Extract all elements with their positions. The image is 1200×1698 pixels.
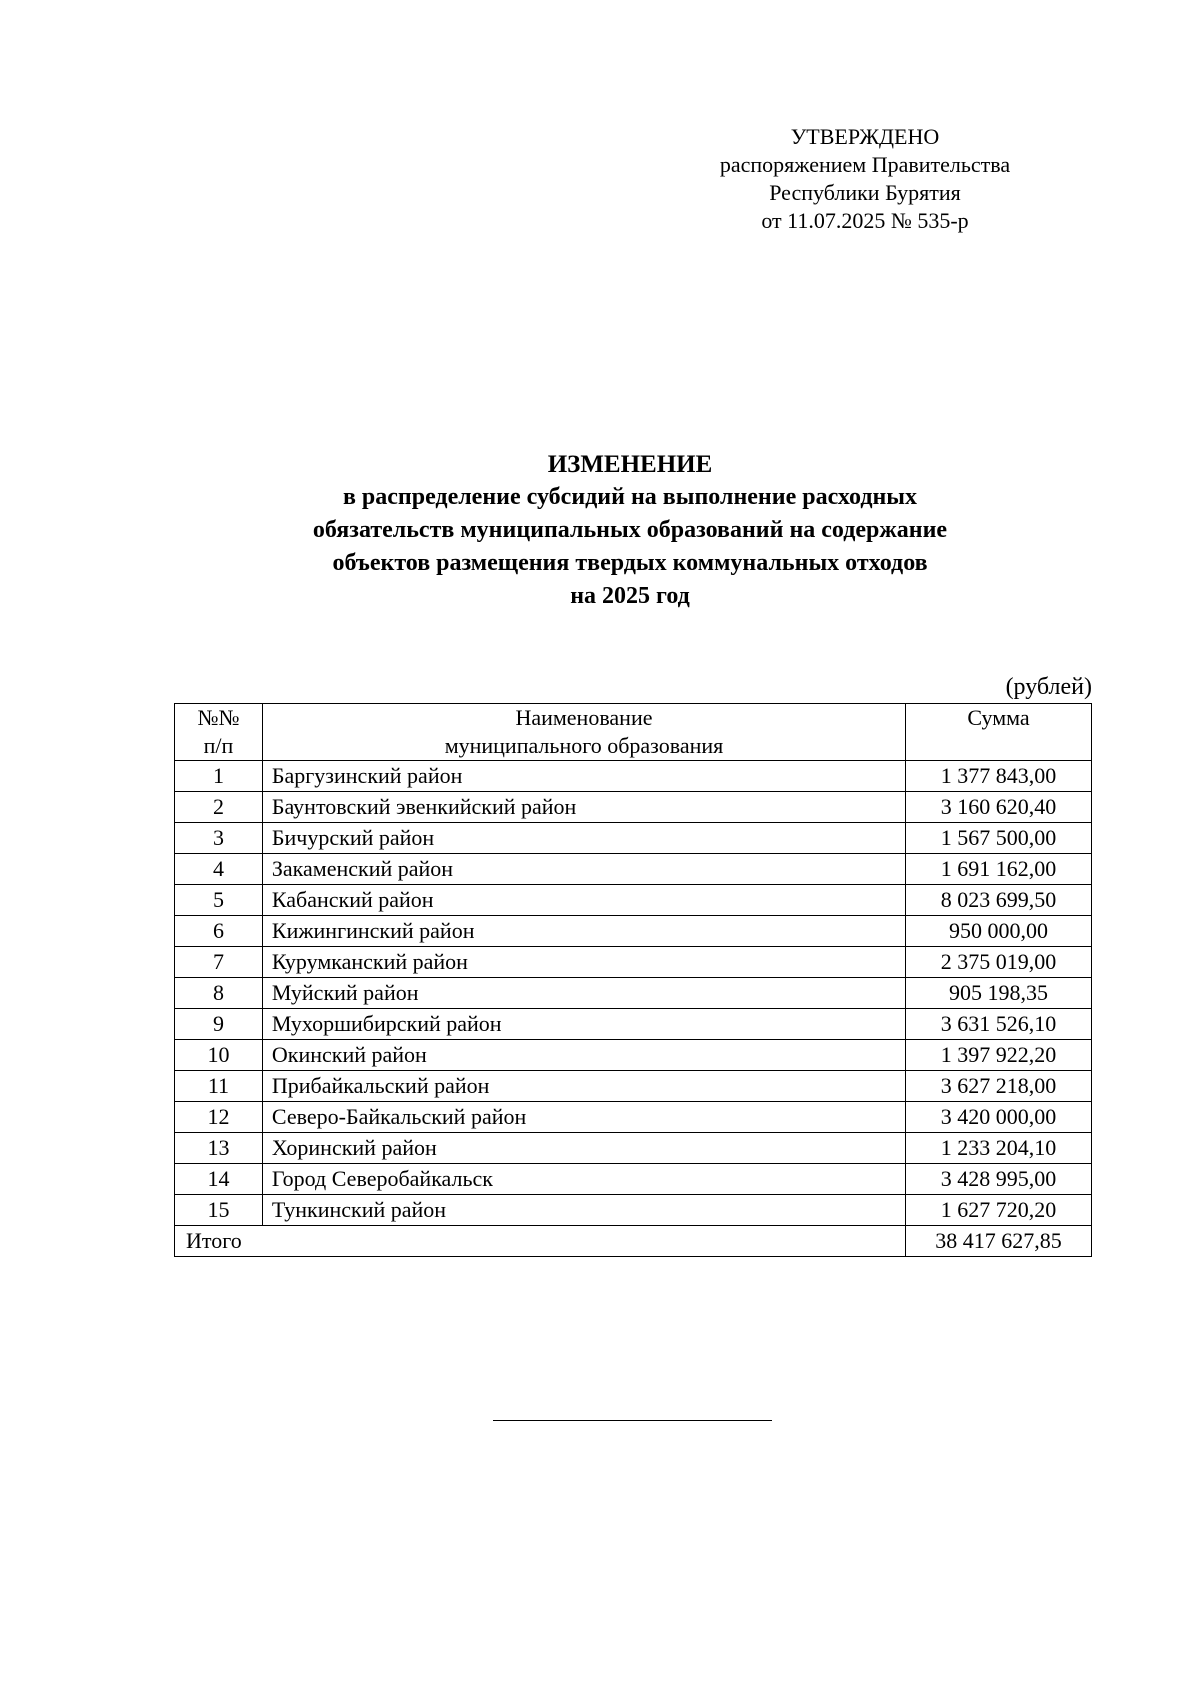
table-row xyxy=(175,1040,1092,1071)
table-row xyxy=(175,978,1092,1009)
row-municipality-name: Закаменский район xyxy=(262,854,905,885)
table-body xyxy=(175,761,1092,1226)
row-number: 10 xyxy=(175,1040,263,1071)
title-line-5: на 2025 год xyxy=(570,583,690,609)
row-sum: 1 567 500,00 xyxy=(906,823,1092,854)
row-sum: 8 023 699,50 xyxy=(906,885,1092,916)
approval-heading: УТВЕРЖДЕНО xyxy=(790,124,940,149)
row-municipality-name: Тункинский район xyxy=(262,1195,905,1226)
row-sum: 1 233 204,10 xyxy=(906,1133,1092,1164)
approval-stamp xyxy=(700,123,1030,235)
row-number: 3 xyxy=(175,823,263,854)
header-sum: Сумма xyxy=(906,704,1092,761)
row-sum: 3 428 995,00 xyxy=(906,1164,1092,1195)
header-number-line2: п/п xyxy=(203,733,234,758)
row-number: 2 xyxy=(175,792,263,823)
total-sum: 38 417 627,85 xyxy=(906,1226,1092,1257)
table-row xyxy=(175,1133,1092,1164)
row-municipality-name: Окинский район xyxy=(262,1040,905,1071)
row-municipality-name: Муйский район xyxy=(262,978,905,1009)
closing-rule xyxy=(493,1420,772,1421)
header-name-line2: муниципального образования xyxy=(444,733,724,758)
table-row xyxy=(175,792,1092,823)
row-number: 7 xyxy=(175,947,263,978)
table-row xyxy=(175,1071,1092,1102)
row-number: 14 xyxy=(175,1164,263,1195)
table-header-row xyxy=(175,704,1092,761)
row-sum: 1 377 843,00 xyxy=(906,761,1092,792)
row-sum: 1 691 162,00 xyxy=(906,854,1092,885)
row-number: 6 xyxy=(175,916,263,947)
table-row xyxy=(175,761,1092,792)
row-municipality-name: Северо-Байкальский район xyxy=(262,1102,905,1133)
table-row xyxy=(175,854,1092,885)
row-sum: 1 627 720,20 xyxy=(906,1195,1092,1226)
row-municipality-name: Кабанский район xyxy=(262,885,905,916)
table-row xyxy=(175,885,1092,916)
title-line-4: объектов размещения твердых коммунальных отходов xyxy=(332,550,928,576)
row-sum: 905 198,35 xyxy=(906,978,1092,1009)
approval-republic: Республики Бурятия xyxy=(769,180,961,205)
table-row xyxy=(175,1195,1092,1226)
row-municipality-name: Прибайкальский район xyxy=(262,1071,905,1102)
row-number: 9 xyxy=(175,1009,263,1040)
row-number: 15 xyxy=(175,1195,263,1226)
row-municipality-name: Хоринский район xyxy=(262,1133,905,1164)
header-number-line1: №№ xyxy=(197,705,240,730)
title-line-3: обязательств муниципальных образований на содержание xyxy=(312,517,948,543)
total-row xyxy=(175,1226,1092,1257)
row-number: 13 xyxy=(175,1133,263,1164)
row-sum: 2 375 019,00 xyxy=(906,947,1092,978)
row-number: 5 xyxy=(175,885,263,916)
row-municipality-name: Баргузинский район xyxy=(262,761,905,792)
table-row xyxy=(175,823,1092,854)
row-municipality-name: Баунтовский эвенкийский район xyxy=(262,792,905,823)
table-row xyxy=(175,1164,1092,1195)
row-municipality-name: Мухоршибирский район xyxy=(262,1009,905,1040)
row-sum: 950 000,00 xyxy=(906,916,1092,947)
header-number xyxy=(175,704,263,761)
row-sum: 3 420 000,00 xyxy=(906,1102,1092,1133)
row-number: 12 xyxy=(175,1102,263,1133)
row-sum: 3 631 526,10 xyxy=(906,1009,1092,1040)
title-line-2: в распределение субсидий на выполнение расходных xyxy=(342,484,918,510)
document-title xyxy=(170,448,1090,613)
row-municipality-name: Город Северобайкальск xyxy=(262,1164,905,1195)
table-row xyxy=(175,1009,1092,1040)
row-municipality-name: Кижингинский район xyxy=(262,916,905,947)
row-number: 4 xyxy=(175,854,263,885)
header-name xyxy=(262,704,905,761)
row-municipality-name: Бичурский район xyxy=(262,823,905,854)
total-label: Итого xyxy=(175,1226,906,1257)
row-number: 1 xyxy=(175,761,263,792)
row-sum: 3 160 620,40 xyxy=(906,792,1092,823)
header-name-line1: Наименование xyxy=(515,705,653,730)
row-number: 11 xyxy=(175,1071,263,1102)
table-row xyxy=(175,916,1092,947)
approval-authority: распоряжением Правительства xyxy=(719,152,1011,177)
units-note: (рублей) xyxy=(1005,674,1092,700)
table-row xyxy=(175,947,1092,978)
row-sum: 1 397 922,20 xyxy=(906,1040,1092,1071)
title-heading: ИЗМЕНЕНИЕ xyxy=(547,451,713,478)
row-municipality-name: Курумканский район xyxy=(262,947,905,978)
approval-date-number: от 11.07.2025 № 535-р xyxy=(761,208,969,233)
row-sum: 3 627 218,00 xyxy=(906,1071,1092,1102)
row-number: 8 xyxy=(175,978,263,1009)
subsidy-table xyxy=(174,703,1092,1257)
table-row xyxy=(175,1102,1092,1133)
